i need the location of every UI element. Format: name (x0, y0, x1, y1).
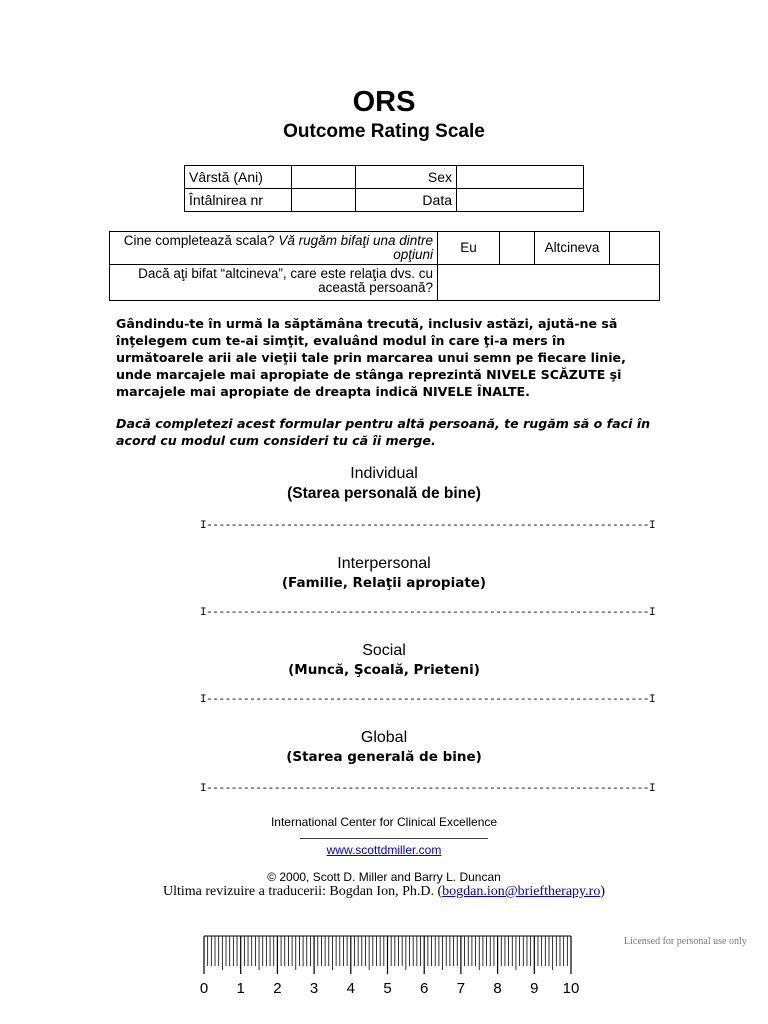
scale-interpersonal-line[interactable]: I------------------------------------------------------------------------I (200, 607, 656, 619)
option-other-label: Altcineva (535, 232, 610, 265)
footer-divider (300, 838, 488, 839)
ruler-label: 3 (309, 980, 319, 997)
scale-interpersonal-title: Interpersonal (337, 555, 431, 572)
scale-global-line[interactable]: I------------------------------------------------------------------------I (200, 783, 656, 795)
copyright-notice: © 2000, Scott D. Miller and Barry L. Duncan (267, 870, 501, 884)
info-table (184, 165, 584, 212)
measurement-ruler (0, 926, 768, 998)
organization-name: International Center for Clinical Excellence (270, 815, 498, 829)
ruler-label: 8 (493, 980, 502, 997)
session-label: Întâlnirea nr (185, 189, 292, 212)
ruler-ticks (204, 936, 571, 974)
ruler-label: 6 (420, 980, 429, 997)
relation-field[interactable] (438, 265, 660, 301)
ruler-label: 9 (530, 980, 539, 997)
ruler-label: 4 (346, 980, 355, 997)
scale-individual-title: Individual (350, 465, 418, 482)
instructions-paragraph: Gândindu-te în urmă la săptămâna trecută, inclusiv astăzi, ajută-ne să înţelegem cum te-ai simţit, evaluând modul în care ţi-a mers în următoarele arii ale vieţii tale prin marcarea unui semn pe fiecare linie, unde marcajele mai apropiate de stânga reprezintă NIVELE SCĂZUTE şi marcajele mai apropiate de dreapta indică NIVELE ÎNALTE. (116, 316, 626, 399)
respondent-table (109, 231, 660, 301)
license-notice: Licensed for personal use only (624, 936, 747, 947)
age-field[interactable] (292, 166, 356, 189)
relation-question: Dacă aţi bifat “altcineva”, care este relaţia dvs. cu această persoană? (110, 265, 438, 301)
date-field[interactable] (457, 189, 584, 212)
sex-label: Sex (356, 166, 457, 189)
scale-interpersonal-subtitle: (Familie, Relaţii apropiate) (281, 575, 487, 591)
scale-individual-line[interactable]: I------------------------------------------------------------------------I (200, 520, 656, 532)
session-field[interactable] (292, 189, 356, 212)
option-other-checkbox[interactable] (610, 232, 660, 265)
ruler-label: 1 (236, 980, 245, 997)
ruler-labels (200, 980, 580, 997)
revision-email-link[interactable]: bogdan.ion@brieftherapy.ro (442, 884, 601, 899)
date-label: Data (356, 189, 457, 212)
scale-global-title: Global (360, 729, 408, 746)
website-link[interactable]: www.scottdmiller.com (326, 843, 442, 857)
ruler-label: 5 (383, 980, 392, 997)
translation-revision (0, 884, 768, 900)
scale-global-subtitle: (Starea generală de bine) (286, 749, 482, 765)
option-self-checkbox[interactable] (500, 232, 535, 265)
scale-social-line[interactable]: I------------------------------------------------------------------------I (200, 694, 656, 706)
respondent-question-hint: Vă rugăm bifaţi una dintre opţiuni (278, 233, 433, 262)
respondent-question (110, 232, 438, 265)
sex-field[interactable] (457, 166, 584, 189)
form-title: ORS (352, 86, 416, 118)
ruler-label: 10 (562, 980, 580, 997)
ruler-label: 7 (456, 980, 466, 997)
scale-social-subtitle: (Muncă, Şcoală, Prieteni) (288, 662, 480, 678)
revision-prefix: Ultima revizuire a traducerii: Bogdan Ion, Ph.D. ( (163, 884, 443, 899)
other-person-note: Dacă completezi acest formular pentru altă persoană, te rugăm să o faci în acord cu modul cum consideri tu că îi merge. (116, 416, 651, 448)
option-self-label: Eu (438, 232, 500, 265)
form-subtitle: Outcome Rating Scale (283, 121, 485, 142)
respondent-question-main: Cine completează scala? (123, 233, 275, 248)
scale-social-title: Social (362, 642, 406, 659)
ruler-label: 0 (199, 980, 209, 997)
age-label: Vârstă (Ani) (185, 166, 292, 189)
revision-suffix: ) (600, 884, 605, 899)
ruler-label: 2 (273, 980, 282, 997)
scale-individual-subtitle: (Starea personală de bine) (287, 485, 481, 502)
